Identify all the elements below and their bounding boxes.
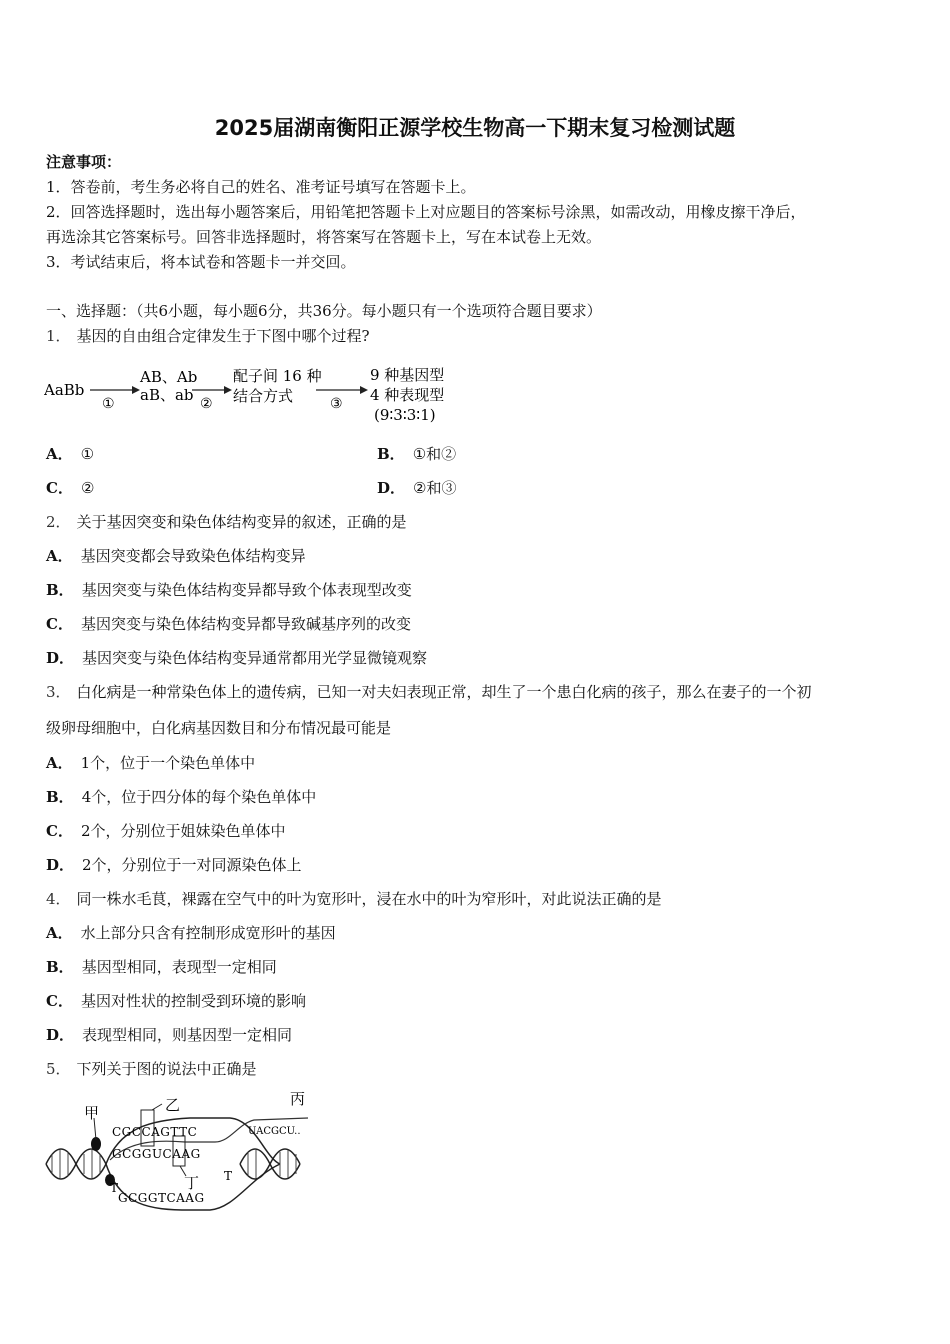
question-1 [46,326,370,346]
result-genotypes: 9 种基因型 [370,366,445,384]
question-3-cont: 级卵母细胞中，白化病基因数目和分布情况最可能是 [46,719,392,737]
question-number: 1． [46,327,71,345]
sequence-top-template: CGCCAGTTC [112,1125,198,1139]
q2-option-a: A． 基因突变都会导致染色体结构变异 [46,547,306,565]
q5-transcription-diagram [40,1088,340,1218]
section-heading: 一、选择题：（共6小题，每小题6分，共36分。每小题只有一个选项符合题目要求） [46,302,602,320]
question-5: 5． 下列关于图的说法中正确是 [46,1060,257,1078]
q3-option-a: A． 1个，位于一个染色单体中 [46,754,256,772]
sequence-rna: GCGGUCAAG [112,1147,201,1161]
left-helix-strand-2 [46,1149,106,1179]
label-bing: 丙 [290,1090,306,1108]
diagram-start-genotype: AaBb [44,381,85,399]
base-right: T [224,1169,233,1183]
result-phenotypes: 4 种表现型 [370,386,445,404]
combo-bottom: 结合方式 [233,387,294,405]
base-left: T [110,1181,119,1195]
arrow-1-head [132,386,140,394]
yi-pointer [152,1104,162,1110]
q2-option-c: C． 基因突变与染色体结构变异都导致碱基序列的改变 [46,615,411,633]
sequence-rna-tail: UACGCU.. [248,1126,301,1137]
right-helix-strand-2 [240,1149,300,1179]
step-3-marker: ③ [330,396,343,412]
step-2-marker: ② [200,396,213,412]
label-yi: 乙 [165,1096,181,1114]
question-4: 4． 同一株水毛茛，裸露在空气中的叶为宽形叶，浸在水中的叶为窄形叶，对此说法正确的是 [46,890,662,908]
notice-item-3: 3．考试结束后，将本试卷和答题卡一并交回。 [46,253,356,271]
label-ding: 丁 [184,1174,200,1192]
q2-option-d: D． 基因突变与染色体结构变异通常都用光学显微镜观察 [46,649,428,667]
question-3: 3． 白化病是一种常染色体上的遗传病，已知一对夫妇表现正常，却生了一个患白化病的孩子，那么在妻子的一个初 [46,683,812,701]
step-1-marker: ① [102,396,115,412]
notice-item-1: 1．答卷前，考生务必将自己的姓名、准考证号填写在答题卡上。 [46,178,476,196]
label-jia: 甲 [84,1104,100,1122]
q4-option-a: A． 水上部分只含有控制形成宽形叶的基因 [46,924,336,942]
notice-item-2-cont: 再选涂其它答案标号。回答非选择题时，将答案写在答题卡上，写在本试卷上无效。 [46,228,602,246]
combo-top: 配子间 16 种 [233,367,322,385]
q1-genetics-flow-diagram [44,362,464,428]
result-ratio: (9∶3∶3∶1) [374,406,436,424]
q3-option-d: D． 2个，分别位于一对同源染色体上 [46,856,302,874]
q3-option-c: C． 2个，分别位于姐妹染色单体中 [46,822,286,840]
q3-option-b: B． 4个，位于四分体的每个染色单体中 [46,788,317,806]
question-2: 2． 关于基因突变和染色体结构变异的叙述，正确的是 [46,513,407,531]
notice-heading: 注意事项： [46,153,122,171]
q1-option-c: C． ② [46,479,95,497]
q4-option-b: B． 基因型相同，表现型一定相同 [46,958,277,976]
q1-option-a: A． ① [46,445,95,463]
right-helix-rungs [248,1150,296,1178]
q1-option-b: B． ①和② [377,445,457,463]
q2-option-b: B． 基因突变与染色体结构变异都导致个体表现型改变 [46,581,412,599]
q1-option-d: D． ②和③ [377,479,457,497]
arrow-3-head [360,386,368,394]
notice-item-2: 2．回答选择题时，选出每小题答案后，用铅笔把答题卡上对应题目的答案标号涂黑，如需改动，用橡皮擦干净后， [46,203,806,221]
arrow-2-head [224,386,232,394]
q4-option-c: C． 基因对性状的控制受到环境的影响 [46,992,306,1010]
q4-option-d: D． 表现型相同，则基因型一定相同 [46,1026,293,1044]
sequence-bottom-strand: GCGGTCAAG [118,1191,205,1205]
gametes-bottom: aB、ab [140,386,194,404]
question-text: 基因的自由组合定律发生于下图中哪个过程? [76,327,370,345]
page-title: 2025届湖南衡阳正源学校生物高一下期末复习检测试题 [214,116,736,140]
gametes-top: AB、Ab [140,368,198,386]
